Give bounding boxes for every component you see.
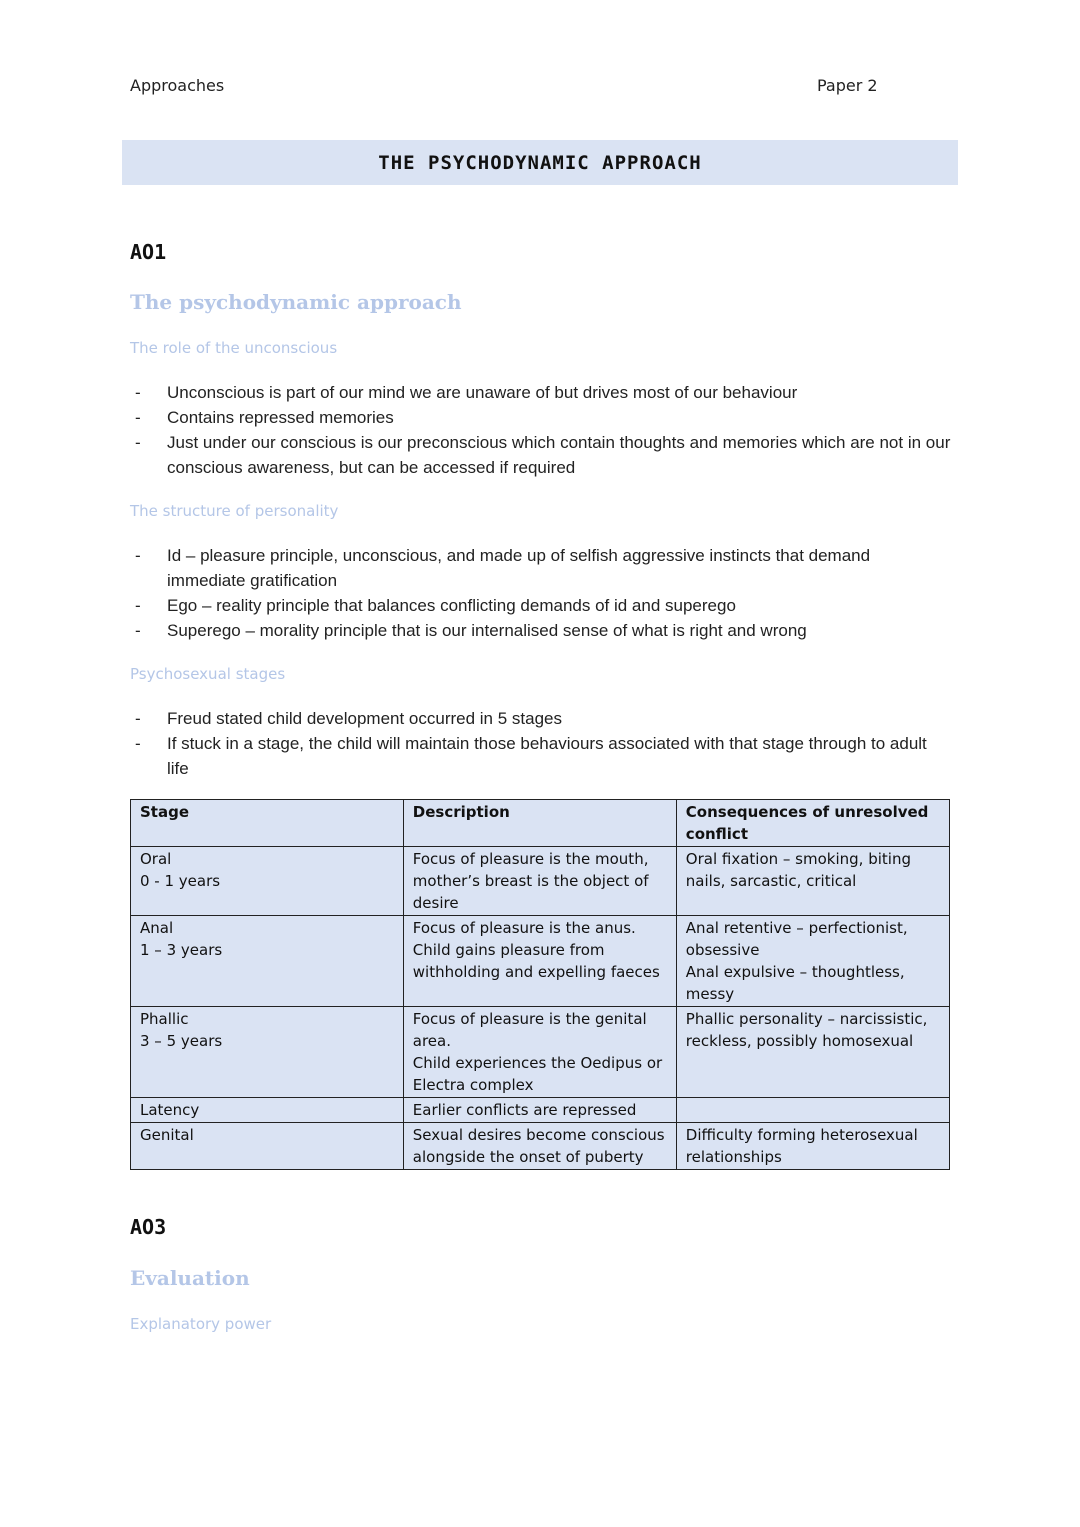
ao3-heading: Evaluation (130, 1266, 250, 1290)
cell-stage (131, 1007, 404, 1098)
table-row (131, 1098, 950, 1123)
document-header-left: Approaches (130, 76, 225, 95)
psychosexual-stages-table (130, 799, 950, 1170)
cell-consequence (676, 847, 949, 916)
cell-consequence (676, 1098, 949, 1123)
stage-name: Anal (140, 919, 174, 937)
list-item: - Superego – morality principle that is our internalised sense of what is right and wrong (130, 618, 920, 643)
description-text: Focus of pleasure is the anus. (412, 919, 636, 937)
consequence-text: Anal expulsive – thoughtless, messy (685, 963, 905, 1003)
list-item: - Just under our conscious is our preconscious which contain thoughts and memories which are not in our conscious awareness, but can be accessed if required (130, 430, 960, 480)
consequence-text: Phallic personality – narcissistic, reckless, possibly homosexual (685, 1010, 928, 1050)
description-text: Child experiences the Oedipus or Electra complex (412, 1054, 663, 1094)
description-text: Focus of pleasure is the mouth, mother’s breast is the object of desire (412, 850, 649, 912)
description-text: Child gains pleasure from withholding and expelling faeces (412, 941, 660, 981)
cell-stage (131, 1098, 404, 1123)
header-stage: Stage (131, 800, 404, 847)
ao1-label: AO1 (130, 240, 167, 264)
list-item: - Freud stated child development occurred in 5 stages (130, 706, 930, 731)
page-title: THE PSYCHODYNAMIC APPROACH (378, 151, 702, 174)
cell-stage (131, 847, 404, 916)
stage-age: 1 – 3 years (140, 941, 223, 959)
consequence-text: Oral fixation – smoking, biting nails, sarcastic, critical (685, 850, 911, 890)
table-row (131, 1123, 950, 1170)
cell-stage (131, 1123, 404, 1170)
list-item: - Id – pleasure principle, unconscious, and made up of selfish aggressive instincts that demand immediate gratification (130, 543, 920, 593)
list-item: - Unconscious is part of our mind we are unaware of but drives most of our behaviour (130, 380, 960, 405)
list-item: - Ego – reality principle that balances conflicting demands of id and superego (130, 593, 920, 618)
stage-name: Phallic (140, 1010, 189, 1028)
description-text: Sexual desires become conscious alongside the onset of puberty (412, 1126, 665, 1166)
list-item: - Contains repressed memories (130, 405, 960, 430)
cell-description (403, 847, 676, 916)
stage-age: 3 – 5 years (140, 1032, 223, 1050)
cell-consequence (676, 916, 949, 1007)
stage-name: Latency (140, 1101, 200, 1119)
section-title-unconscious: The role of the unconscious (130, 339, 338, 357)
table-header-row (131, 800, 950, 847)
document-header-right: Paper 2 (817, 76, 878, 95)
stage-name: Genital (140, 1126, 194, 1144)
table-row (131, 847, 950, 916)
cell-consequence (676, 1007, 949, 1098)
stage-age: 0 - 1 years (140, 872, 221, 890)
table-row (131, 916, 950, 1007)
bullet-list-personality (130, 543, 920, 643)
header-description: Description (403, 800, 676, 847)
cell-stage (131, 916, 404, 1007)
title-banner (122, 140, 958, 185)
cell-description (403, 916, 676, 1007)
cell-consequence (676, 1123, 949, 1170)
header-consequences: Consequences of unresolved conflict (676, 800, 949, 847)
ao3-label: AO3 (130, 1215, 167, 1239)
stage-name: Oral (140, 850, 172, 868)
bullet-list-psychosexual (130, 706, 930, 781)
cell-description (403, 1007, 676, 1098)
ao3-subheading: Explanatory power (130, 1315, 272, 1333)
cell-description (403, 1123, 676, 1170)
section-title-personality: The structure of personality (130, 502, 339, 520)
consequence-text: Difficulty forming heterosexual relationships (685, 1126, 918, 1166)
bullet-list-unconscious (130, 380, 960, 480)
description-text: Focus of pleasure is the genital area. (412, 1010, 647, 1050)
ao1-heading: The psychodynamic approach (130, 290, 462, 314)
section-title-psychosexual: Psychosexual stages (130, 665, 286, 683)
list-item: - If stuck in a stage, the child will maintain those behaviours associated with that stage through to adult life (130, 731, 930, 781)
cell-description (403, 1098, 676, 1123)
description-text: Earlier conflicts are repressed (412, 1101, 637, 1119)
table-row (131, 1007, 950, 1098)
consequence-text: Anal retentive – perfectionist, obsessive (685, 919, 908, 959)
